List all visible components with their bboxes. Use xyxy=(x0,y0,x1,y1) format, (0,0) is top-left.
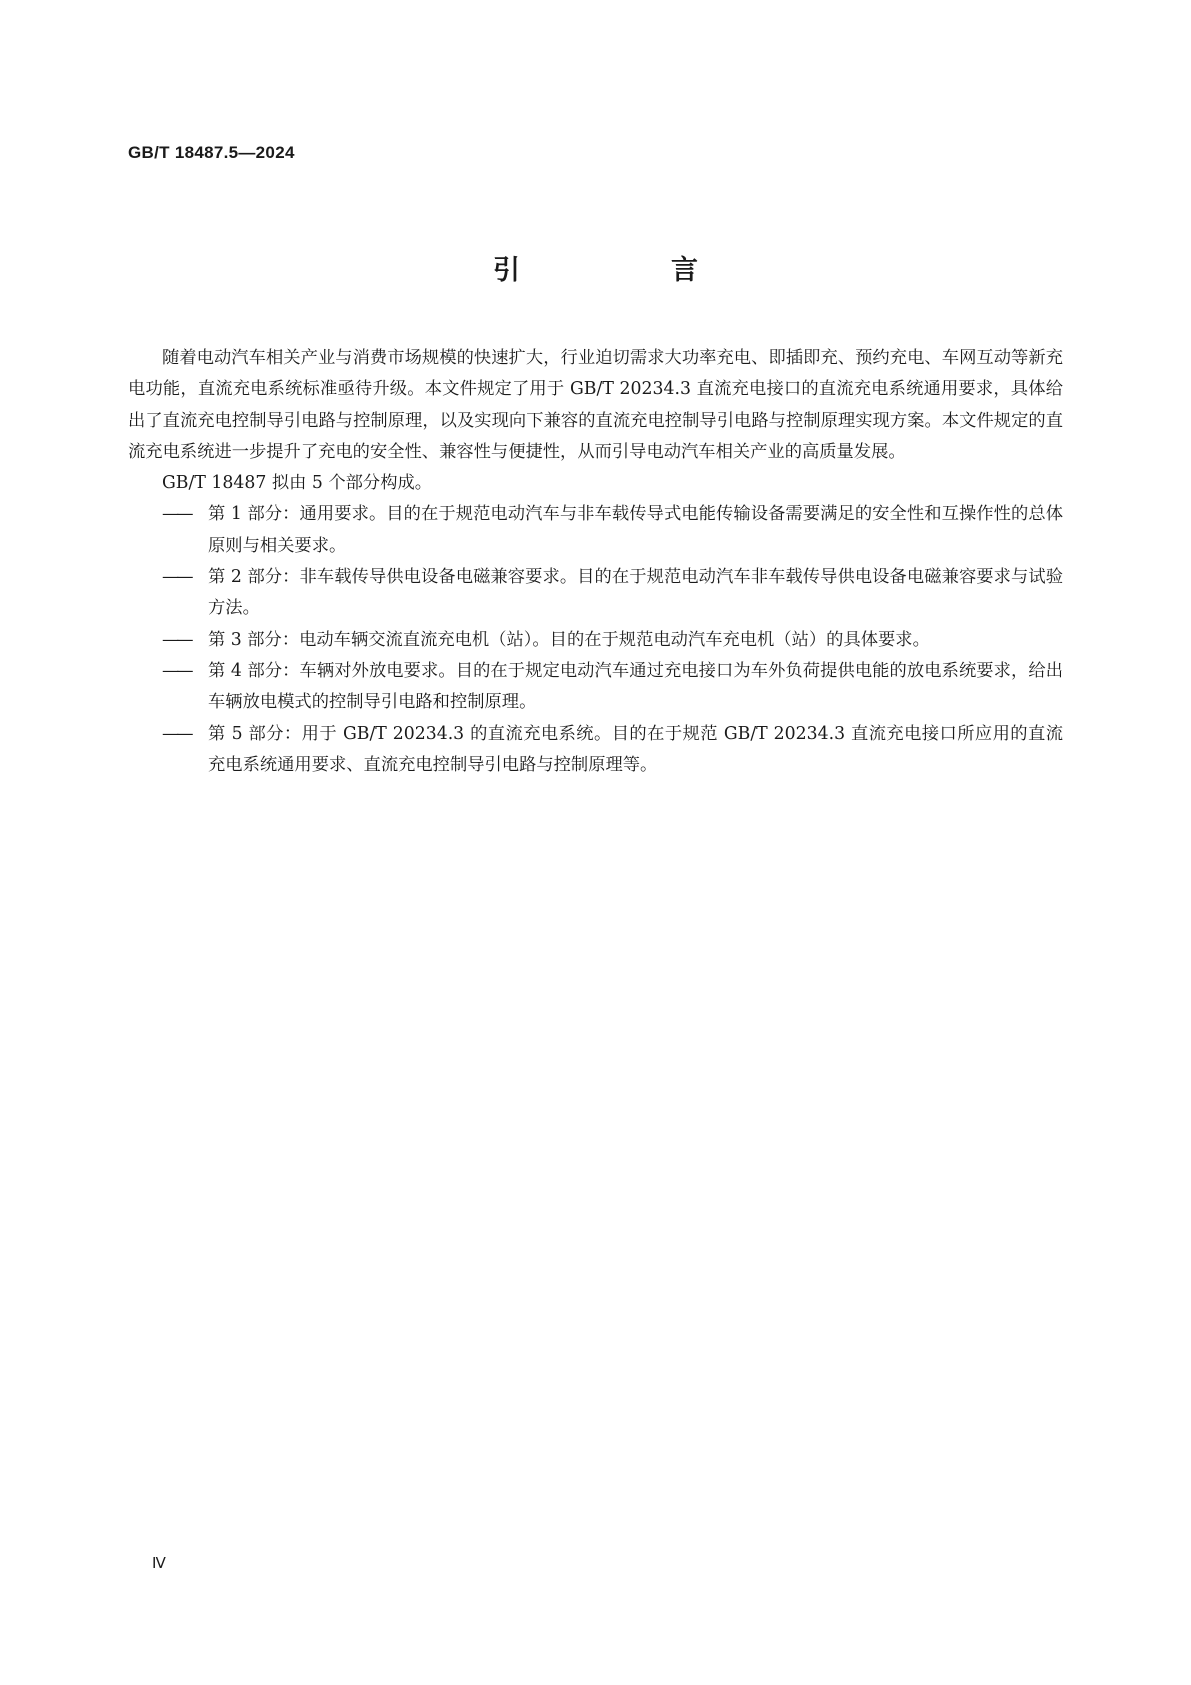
list-dash: —— xyxy=(162,723,191,744)
main-content xyxy=(128,343,1063,781)
document-code: GB/T 18487.5—2024 xyxy=(128,143,295,162)
intro-paragraph: 随着电动汽车相关产业与消费市场规模的快速扩大，行业迫切需求大功率充电、即插即充、预约充电、车网互动等新充电功能，直流充电系统标准亟待升级。本文件规定了用于 GB/T 20234.3 直流充电接口的直流充电系统通用要求，具体给出了直流充电控制导引电路与控制原理，以及实现向下兼容的直流充电控制导引电路与控制原理实现方案。本文件规定的直流充电系统进一步提升了充电的安全性、兼容性与便捷性，从而引导电动汽车相关产业的高质量发展。 xyxy=(128,348,1063,462)
list-item-text: 第 1 部分：通用要求。目的在于规范电动汽车与非车载传导式电能传输设备需要满足的安全性和互操作性的总体原则与相关要求。 xyxy=(208,504,1063,556)
list-item-text: 第 2 部分：非车载传导供电设备电磁兼容要求。目的在于规范电动汽车非车载传导供电设备电磁兼容要求与试验方法。 xyxy=(208,567,1063,619)
list-dash: —— xyxy=(162,504,191,525)
list-item xyxy=(128,656,1063,719)
list-item xyxy=(128,562,1063,625)
list-dash: —— xyxy=(162,660,191,681)
list-item-text: 第 5 部分：用于 GB/T 20234.3 的直流充电系统。目的在于规范 GB/T 20234.3 直流充电接口所应用的直流充电系统通用要求、直流充电控制导引电路与控制原理等。 xyxy=(208,723,1063,775)
list-dash: —— xyxy=(162,629,191,650)
list-dash: —— xyxy=(162,567,191,588)
list-item xyxy=(128,499,1063,562)
parts-intro-paragraph: GB/T 18487 拟由 5 个部分构成。 xyxy=(162,473,433,494)
section-title: 引 言 xyxy=(493,255,760,286)
list-item xyxy=(128,719,1063,782)
list-item-text: 第 3 部分：电动车辆交流直流充电机（站）。目的在于规范电动汽车充电机（站）的具体要求。 xyxy=(208,629,930,650)
page-number: Ⅳ xyxy=(152,1556,166,1572)
list-item-text: 第 4 部分：车辆对外放电要求。目的在于规定电动汽车通过充电接口为车外负荷提供电能的放电系统要求，给出车辆放电模式的控制导引电路和控制原理。 xyxy=(208,660,1063,713)
list-item xyxy=(128,625,1063,656)
